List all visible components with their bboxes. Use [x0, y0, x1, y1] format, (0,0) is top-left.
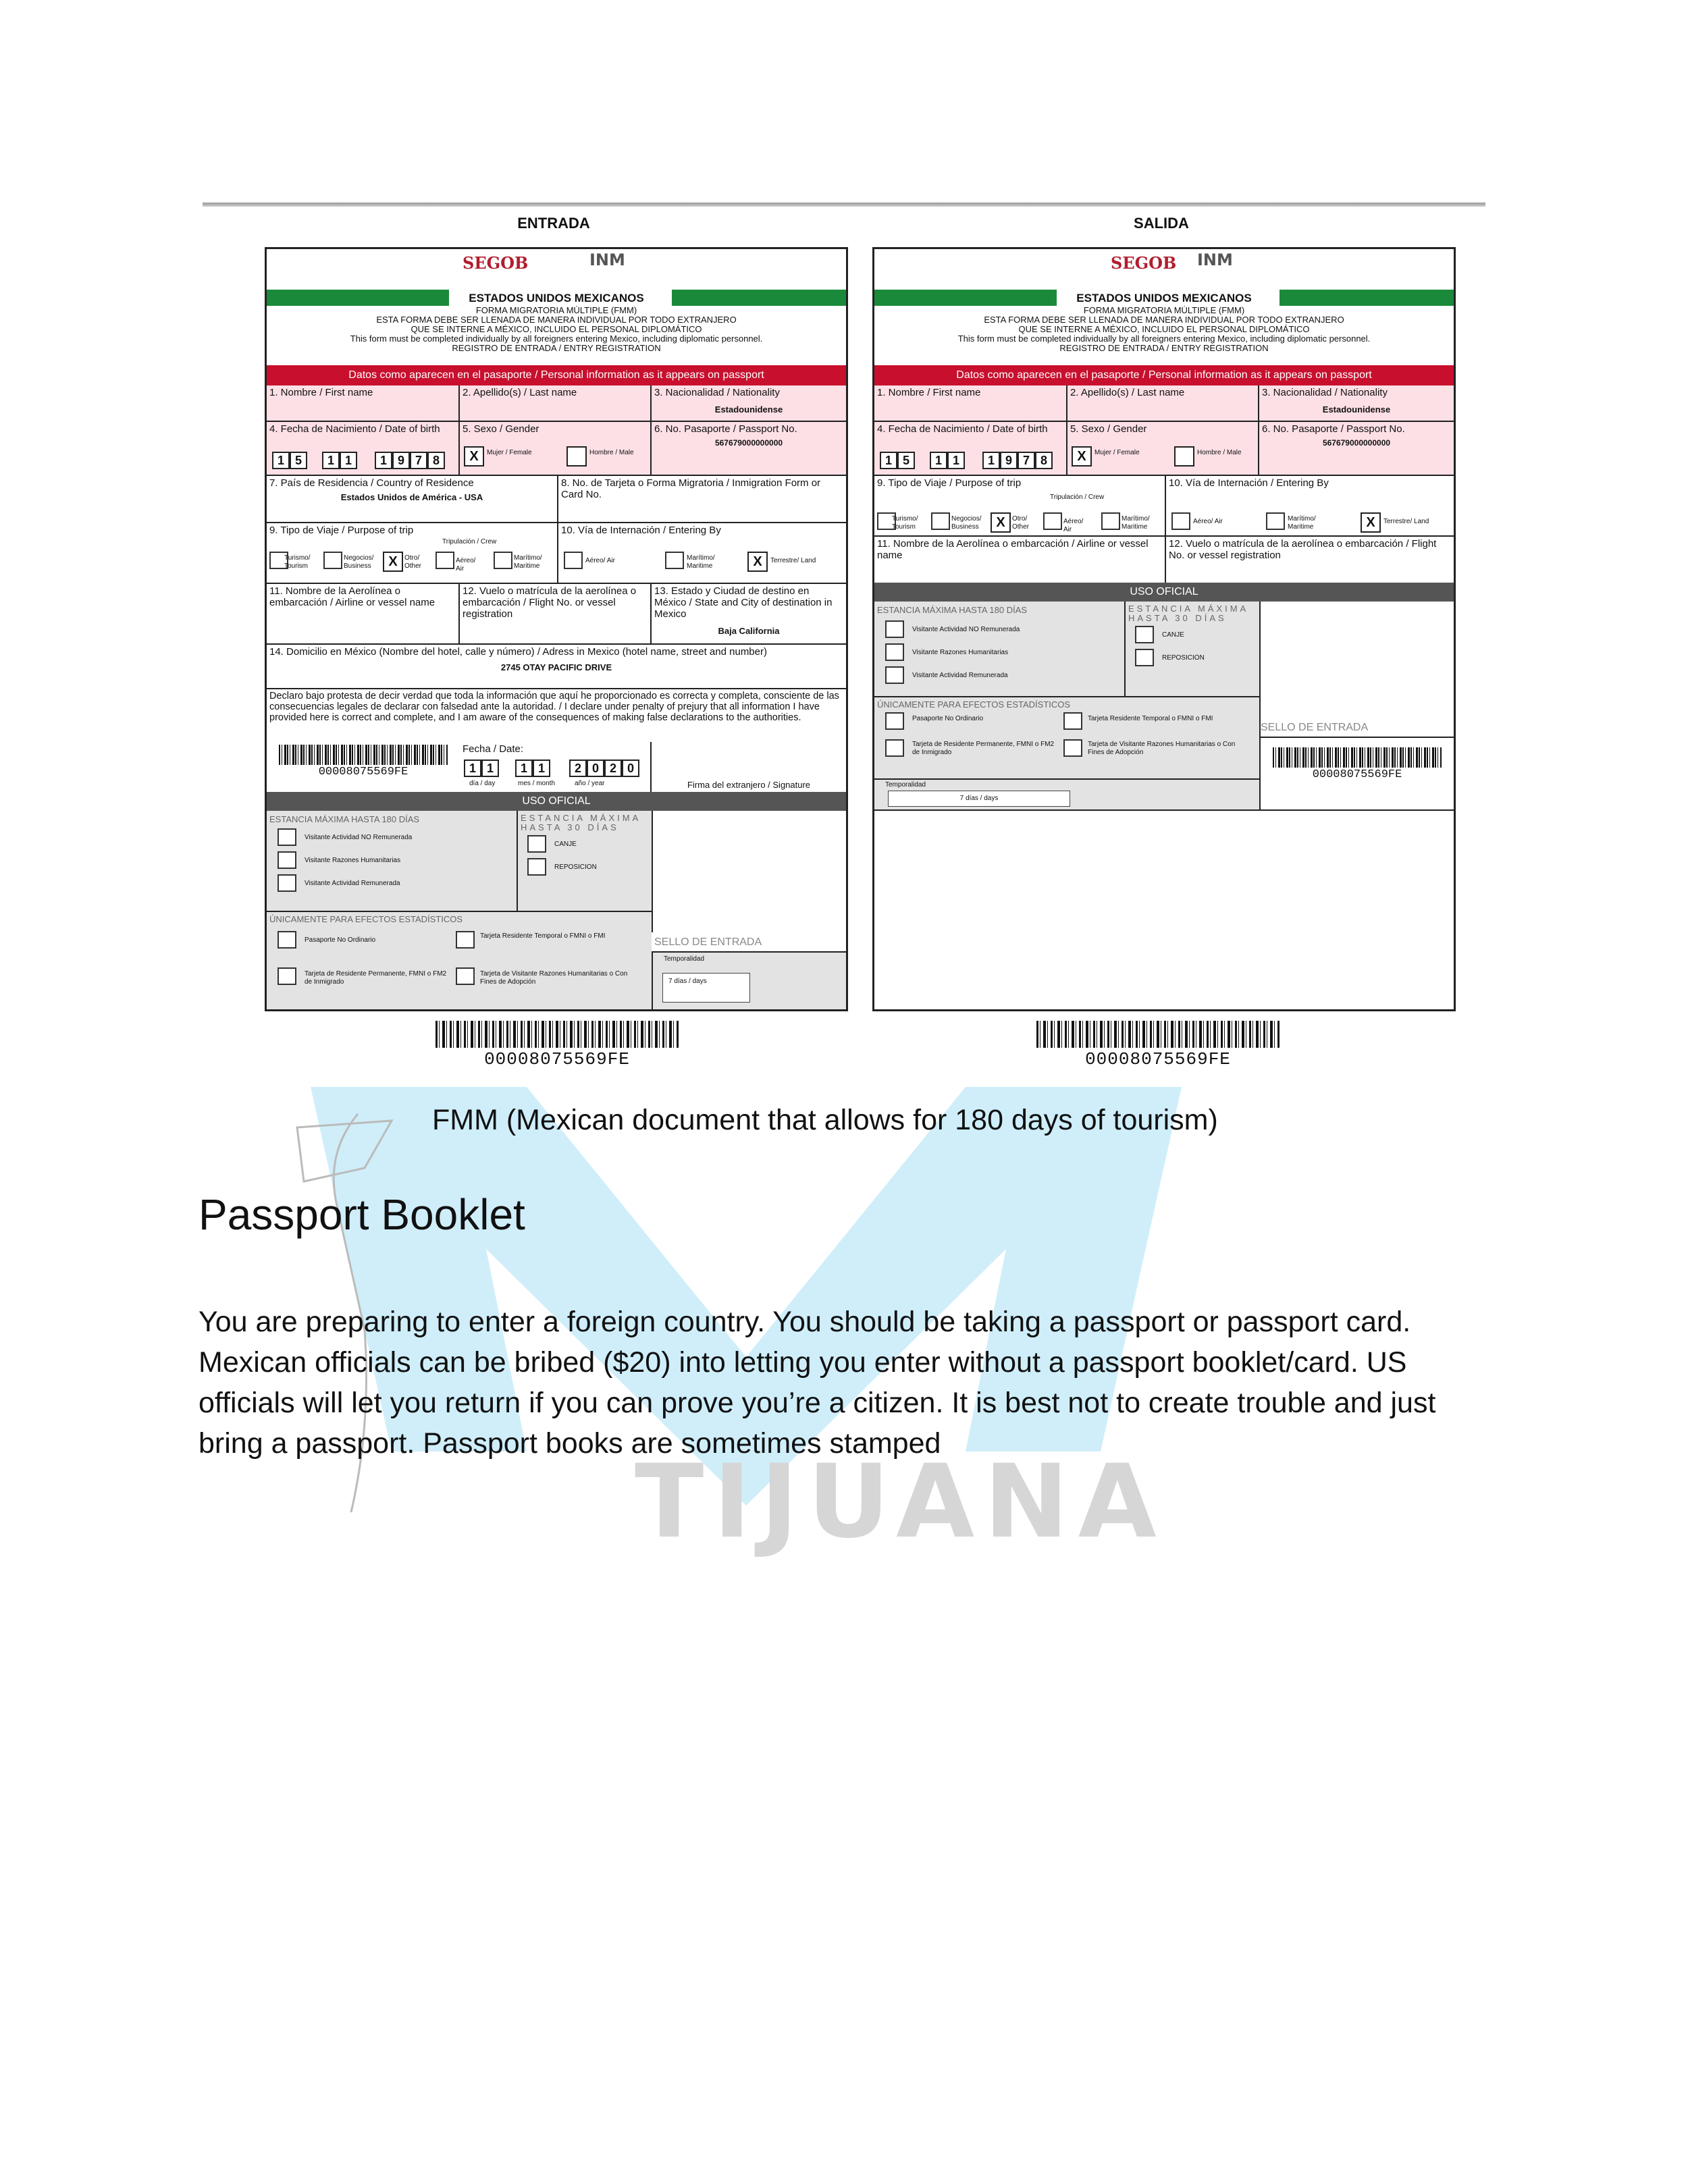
p2-label: Tarjeta Residente Temporal o FMNI o FMI: [480, 932, 606, 940]
address-value: 2745 OTAY PACIFIC DRIVE: [500, 662, 612, 672]
destination-label: 13. Estado y Ciudad de destino en México / State and City of destination in Mexico: [654, 585, 833, 620]
top-rule: [203, 203, 1485, 207]
air-checkbox[interactable]: [564, 552, 583, 569]
entering-by-label: 10. Vía de Internación / Entering By: [1169, 477, 1329, 489]
declaration-text: Declaro bajo protesta de decir verdad que toda la información que aquí he proporcionado es correcta y completa, consciente de las consecuencias legales de declarar con falsedad ante la autoridad. / I declare under penalty of prejury that all information I have provided here is correct and complete, and I am aware of the consequences of making false declarations to the authorities.: [267, 688, 846, 742]
maritime-label: Marítimo/ Maritime: [687, 554, 715, 570]
gender-field: [458, 421, 650, 475]
dob-digit: 1: [322, 452, 340, 469]
address-label: 14. Domicilio en México (Nombre del hotel, calle y número) / Adress in Mexico (hotel name, street and number): [269, 646, 767, 658]
temporality-label: Temporalidad: [885, 781, 926, 789]
form-barcode: [279, 745, 448, 765]
airline-label: 11. Nombre de la Aerolínea o embarcación / Airline or vessel name: [269, 585, 436, 608]
dob-digit: 7: [410, 452, 427, 469]
country-residence-value: Estados Unidos de América - USA: [340, 492, 483, 502]
tourism-label: Turismo/ Tourism: [892, 515, 918, 531]
first-name-field[interactable]: [874, 385, 1066, 421]
signature-label: Firma del extranjero / Signature: [687, 780, 811, 790]
p3-checkbox[interactable]: [885, 739, 904, 757]
land-checkbox[interactable]: X: [1361, 512, 1381, 533]
destination-field[interactable]: [650, 583, 846, 643]
air-label: Aéreo/ Air: [585, 557, 615, 564]
v1-label: Visitante Actividad NO Remunerada: [912, 626, 1020, 633]
air-label: Aéreo/ Air: [1193, 518, 1223, 525]
date-digit: 1: [533, 760, 550, 777]
instruction-line-4: REGISTRO DE ENTRADA / ENTRY REGISTRATION: [452, 343, 661, 353]
temporality-label: Temporalidad: [664, 955, 705, 963]
tourism-label: Turismo/ Tourism: [284, 554, 311, 570]
business-checkbox[interactable]: [931, 512, 950, 530]
crew-maritime-label: Marítimo/ Maritime: [514, 554, 542, 570]
male-checkbox[interactable]: [566, 446, 587, 467]
purpose-trip-label: 9. Tipo de Viaje / Purpose of trip: [269, 525, 414, 536]
dob-digit: 1: [375, 452, 392, 469]
stay-180-label: ESTANCIA MÁXIMA HASTA 180 DÍAS: [269, 814, 420, 824]
instruction-line-1: ESTA FORMA DEBE SER LLENADA DE MANERA INDIVIDUAL POR TODO EXTRANJERO: [984, 315, 1344, 325]
passport-no-value: 567679000000000: [1322, 438, 1391, 448]
passport-no-field[interactable]: [1258, 421, 1454, 475]
nationality-label: 3. Nacionalidad / Nationality: [654, 387, 780, 398]
maritime-checkbox[interactable]: [1266, 512, 1285, 530]
v1-label: Visitante Actividad NO Remunerada: [305, 834, 413, 841]
immigration-form-field[interactable]: [557, 475, 846, 522]
entering-by-field: [557, 522, 846, 583]
instruction-line-4: REGISTRO DE ENTRADA / ENTRY REGISTRATION: [1059, 343, 1269, 353]
p2-label: Tarjeta Residente Temporal o FMNI o FMI: [1088, 715, 1213, 722]
date-digit: 0: [622, 760, 639, 777]
reposicion-checkbox[interactable]: [527, 858, 546, 876]
temporality-value: 7 días / days: [662, 973, 750, 1003]
air-checkbox[interactable]: [1171, 512, 1190, 530]
crew-label: Tripulación / Crew: [1050, 494, 1105, 501]
v3-label: Visitante Actividad Remunerada: [305, 880, 400, 887]
first-name-label: 1. Nombre / First name: [877, 387, 981, 398]
country-residence-field[interactable]: [267, 475, 557, 522]
v2-label: Visitante Razones Humanitarias: [305, 857, 401, 864]
v1-checkbox[interactable]: [885, 620, 904, 638]
entering-by-label: 10. Vía de Internación / Entering By: [561, 525, 721, 536]
instruction-line-3: This form must be completed individually by all foreigners entering Mexico, including diplomatic personnel.: [350, 334, 763, 344]
business-checkbox[interactable]: [323, 552, 342, 569]
form-barcode-number: 00008075569FE: [1312, 768, 1402, 781]
crew-air-checkbox[interactable]: [1043, 512, 1062, 530]
date-digit: 2: [604, 760, 622, 777]
p4-checkbox[interactable]: [456, 967, 475, 985]
gender-label: 5. Sexo / Gender: [463, 423, 539, 435]
date-label: Fecha / Date:: [463, 743, 524, 755]
official-use-bar: USO OFICIAL: [267, 792, 846, 811]
male-label: Hombre / Male: [1197, 449, 1242, 456]
entrada-header: ENTRADA: [517, 215, 590, 232]
date-digit: 1: [515, 760, 533, 777]
passport-no-field[interactable]: [650, 421, 846, 475]
segob-logo: SEGOB: [1111, 253, 1177, 273]
flight-no-label: 12. Vuelo o matrícula de la aerolínea o embarcación / Flight No. or vessel registration: [463, 585, 637, 620]
other-checkbox[interactable]: X: [991, 512, 1011, 533]
female-checkbox[interactable]: X: [1072, 446, 1092, 467]
instruction-line-1: ESTA FORMA DEBE SER LLENADA DE MANERA INDIVIDUAL POR TODO EXTRANJERO: [376, 315, 737, 325]
canje-checkbox[interactable]: [527, 835, 546, 853]
gender-field: [1066, 421, 1258, 475]
crew-maritime-label: Marítimo/ Maritime: [1122, 515, 1150, 531]
inm-logo: INM: [1197, 250, 1233, 269]
dob-digit: 1: [880, 452, 897, 469]
red-banner: Datos como aparecen en el pasaporte / Personal information as it appears on passport: [874, 365, 1454, 385]
p1-label: Pasaporte No Ordinario: [912, 715, 984, 722]
year-label: año / year: [575, 780, 605, 787]
passport-no-value: 567679000000000: [714, 438, 783, 448]
nationality-value: Estadounidense: [714, 404, 783, 415]
country-title: ESTADOS UNIDOS MEXICANOS: [469, 292, 644, 304]
maritime-checkbox[interactable]: [665, 552, 684, 569]
dob-digit: 1: [947, 452, 965, 469]
signature-field[interactable]: [650, 742, 846, 792]
male-checkbox[interactable]: [1174, 446, 1194, 467]
crew-air-label: Aéreo/ Air: [1063, 518, 1084, 533]
country-residence-label: 7. País de Residencia / Country of Residence: [269, 477, 474, 489]
female-checkbox[interactable]: X: [464, 446, 484, 467]
v3-checkbox[interactable]: [885, 666, 904, 684]
p1-checkbox[interactable]: [885, 712, 904, 730]
figure-caption: FMM (Mexican document that allows for 180 days of tourism): [432, 1104, 1218, 1136]
p2-checkbox[interactable]: [1063, 712, 1082, 730]
fmm-line: FORMA MIGRATORIA MÚLTIPLE (FMM): [475, 306, 637, 315]
canje-label: CANJE: [554, 841, 577, 848]
dob-digit: 9: [1000, 452, 1018, 469]
female-label: Mujer / Female: [1094, 449, 1140, 456]
purpose-trip-label: 9. Tipo de Viaje / Purpose of trip: [877, 477, 1022, 489]
instruction-line-3: This form must be completed individually by all foreigners entering Mexico, including diplomatic personnel.: [957, 334, 1371, 344]
form-barcode-number: 00008075569FE: [318, 766, 408, 778]
reposicion-checkbox[interactable]: [1135, 649, 1154, 666]
p2-checkbox[interactable]: [456, 931, 475, 949]
p3-label: Tarjeta de Residente Permanente, FMNI o FM2 de Inmigrado: [305, 970, 447, 986]
crew-air-label: Aéreo/ Air: [456, 557, 476, 572]
temporality-value: 7 días / days: [888, 791, 1070, 807]
dob-label: 4. Fecha de Nacimiento / Date of birth: [877, 423, 1048, 435]
land-label: Terrestre/ Land: [1383, 518, 1429, 525]
flight-no-field[interactable]: [458, 583, 650, 643]
v1-checkbox[interactable]: [278, 828, 296, 846]
entrada-barcode: [436, 1021, 679, 1048]
reposicion-label: REPOSICIÓN: [1162, 654, 1205, 662]
airline-field[interactable]: [874, 535, 1165, 583]
v2-checkbox[interactable]: [278, 851, 296, 869]
dob-digit: 9: [392, 452, 410, 469]
dob-digit: 7: [1018, 452, 1035, 469]
v2-checkbox[interactable]: [885, 643, 904, 661]
dob-digit: 8: [427, 452, 445, 469]
blank-area: [874, 809, 1454, 1009]
v2-label: Visitante Razones Humanitarias: [912, 649, 1009, 656]
entrada-form: [265, 247, 848, 1011]
passport-no-label: 6. No. Pasaporte / Passport No.: [1262, 423, 1405, 435]
dob-digit: 1: [340, 452, 357, 469]
immigration-form-label: 8. No. de Tarjeta o Forma Migratoria / Inmigration Form or Card No.: [561, 477, 821, 500]
fmm-line: FORMA MIGRATORIA MÚLTIPLE (FMM): [1083, 306, 1245, 315]
other-checkbox[interactable]: X: [383, 552, 403, 572]
address-field[interactable]: [267, 643, 846, 688]
statistics-box: [874, 696, 1259, 778]
business-label: Negocios/ Business: [951, 515, 982, 531]
nationality-field[interactable]: [1258, 385, 1454, 421]
dob-digit: 5: [290, 452, 307, 469]
day-label: día / day: [469, 780, 496, 787]
crew-label: Tripulación / Crew: [442, 538, 497, 545]
nationality-label: 3. Nacionalidad / Nationality: [1262, 387, 1388, 398]
segob-logo: SEGOB: [463, 253, 529, 273]
date-digit: 2: [569, 760, 587, 777]
form-barcode: [1273, 747, 1442, 768]
stay-180-label: ESTANCIA MÁXIMA HASTA 180 DÍAS: [877, 605, 1028, 615]
last-name-field[interactable]: [1066, 385, 1258, 421]
business-label: Negocios/ Business: [344, 554, 374, 570]
month-label: mes / month: [518, 780, 556, 787]
instruction-line-2: QUE SE INTERNE A MÉXICO, INCLUIDO EL PERSONAL DIPLOMÁTICO: [1018, 324, 1310, 334]
date-digit: 1: [481, 760, 499, 777]
stamp-label: SELLO DE ENTRADA: [1261, 722, 1369, 733]
p1-checkbox[interactable]: [278, 931, 296, 949]
p4-label: Tarjeta de Visitante Razones Humanitarias o Con Fines de Adopción: [480, 970, 628, 986]
dob-digit: 1: [982, 452, 1000, 469]
gender-label: 5. Sexo / Gender: [1070, 423, 1147, 435]
maritime-label: Marítimo/ Maritime: [1288, 515, 1316, 531]
flight-no-field[interactable]: [1165, 535, 1454, 583]
last-name-label: 2. Apellido(s) / Last name: [1070, 387, 1185, 398]
p1-label: Pasaporte No Ordinario: [305, 936, 376, 944]
crew-maritime-checkbox[interactable]: [1101, 512, 1120, 530]
form-description: [267, 306, 846, 353]
section-heading: Passport Booklet: [199, 1190, 525, 1239]
dob-digit: 1: [272, 452, 290, 469]
destination-value: Baja California: [718, 626, 780, 636]
v3-label: Visitante Actividad Remunerada: [912, 672, 1008, 679]
nationality-field[interactable]: [650, 385, 846, 421]
statistics-label: ÚNICAMENTE PARA EFECTOS ESTADÍSTICOS: [269, 914, 463, 924]
last-name-field[interactable]: [458, 385, 650, 421]
dob-digit: 1: [930, 452, 947, 469]
stay-30-label: ESTANCIA MÁXIMA HASTA 30 DÍAS: [521, 813, 641, 832]
crew-air-checkbox[interactable]: [436, 552, 454, 569]
date-digit: 0: [587, 760, 604, 777]
airline-label: 11. Nombre de la Aerolínea o embarcación / Airline or vessel name: [877, 538, 1149, 561]
airline-field[interactable]: [267, 583, 458, 643]
official-use-bar: USO OFICIAL: [874, 583, 1454, 602]
dob-digit: 8: [1035, 452, 1053, 469]
v3-checkbox[interactable]: [278, 874, 296, 892]
purpose-trip-field: [267, 522, 557, 583]
p4-checkbox[interactable]: [1063, 739, 1082, 757]
salida-barcode-number: 00008075569FE: [1085, 1049, 1231, 1069]
land-label: Terrestre/ Land: [770, 557, 816, 564]
instruction-line-2: QUE SE INTERNE A MÉXICO, INCLUIDO EL PERSONAL DIPLOMÁTICO: [411, 324, 702, 334]
stay-30-label: ESTANCIA MÁXIMA HASTA 30 DÍAS: [1128, 604, 1248, 623]
dob-label: 4. Fecha de Nacimiento / Date of birth: [269, 423, 440, 435]
passport-no-label: 6. No. Pasaporte / Passport No.: [654, 423, 797, 435]
nationality-value: Estadounidense: [1322, 404, 1391, 415]
red-banner: Datos como aparecen en el pasaporte / Personal information as it appears on passport: [267, 365, 846, 385]
male-label: Hombre / Male: [589, 449, 634, 456]
statistics-box: [267, 911, 652, 1009]
date-digit: 1: [464, 760, 481, 777]
p3-label: Tarjeta de Residente Permanente, FMNI o FM2 de Inmigrado: [912, 741, 1055, 756]
other-label: Otro/ Other: [1012, 515, 1030, 531]
entrada-barcode-number: 00008075569FE: [484, 1049, 630, 1069]
watermark-text: TIJUANA: [635, 1443, 1166, 1561]
canje-checkbox[interactable]: [1135, 626, 1154, 643]
p3-checkbox[interactable]: [278, 967, 296, 985]
crew-maritime-checkbox[interactable]: [494, 552, 512, 569]
body-paragraph: You are preparing to enter a foreign country. You should be taking a passport or passport card. Mexican officials can be bribed ($20) into letting you enter without a passport booklet/card. US officials will let you return if you can prove you’re a citizen. It is best not to create trouble and just bring a passport. Passport books are sometimes stamped: [199, 1306, 1436, 1460]
land-checkbox[interactable]: X: [747, 552, 768, 572]
inm-logo: INM: [589, 250, 625, 269]
dob-digit: 5: [897, 452, 915, 469]
stamp-area: [652, 811, 846, 932]
p4-label: Tarjeta de Visitante Razones Humanitarias o Con Fines de Adopción: [1088, 741, 1236, 756]
first-name-field[interactable]: [267, 385, 458, 421]
salida-header: SALIDA: [1134, 215, 1189, 232]
first-name-label: 1. Nombre / First name: [269, 387, 373, 398]
canje-label: CANJE: [1162, 631, 1184, 639]
reposicion-label: REPOSICIÓN: [554, 863, 597, 871]
form-description: [874, 306, 1454, 353]
statistics-label: ÚNICAMENTE PARA EFECTOS ESTADÍSTICOS: [877, 699, 1071, 710]
other-label: Otro/ Other: [404, 554, 422, 570]
flight-no-label: 12. Vuelo o matrícula de la aerolínea o embarcación / Flight No. or vessel registration: [1169, 538, 1437, 561]
salida-form: [872, 247, 1456, 1011]
stamp-label: SELLO DE ENTRADA: [654, 936, 762, 948]
salida-barcode: [1036, 1021, 1280, 1048]
female-label: Mujer / Female: [487, 449, 532, 456]
last-name-label: 2. Apellido(s) / Last name: [463, 387, 577, 398]
country-title: ESTADOS UNIDOS MEXICANOS: [1076, 292, 1252, 304]
